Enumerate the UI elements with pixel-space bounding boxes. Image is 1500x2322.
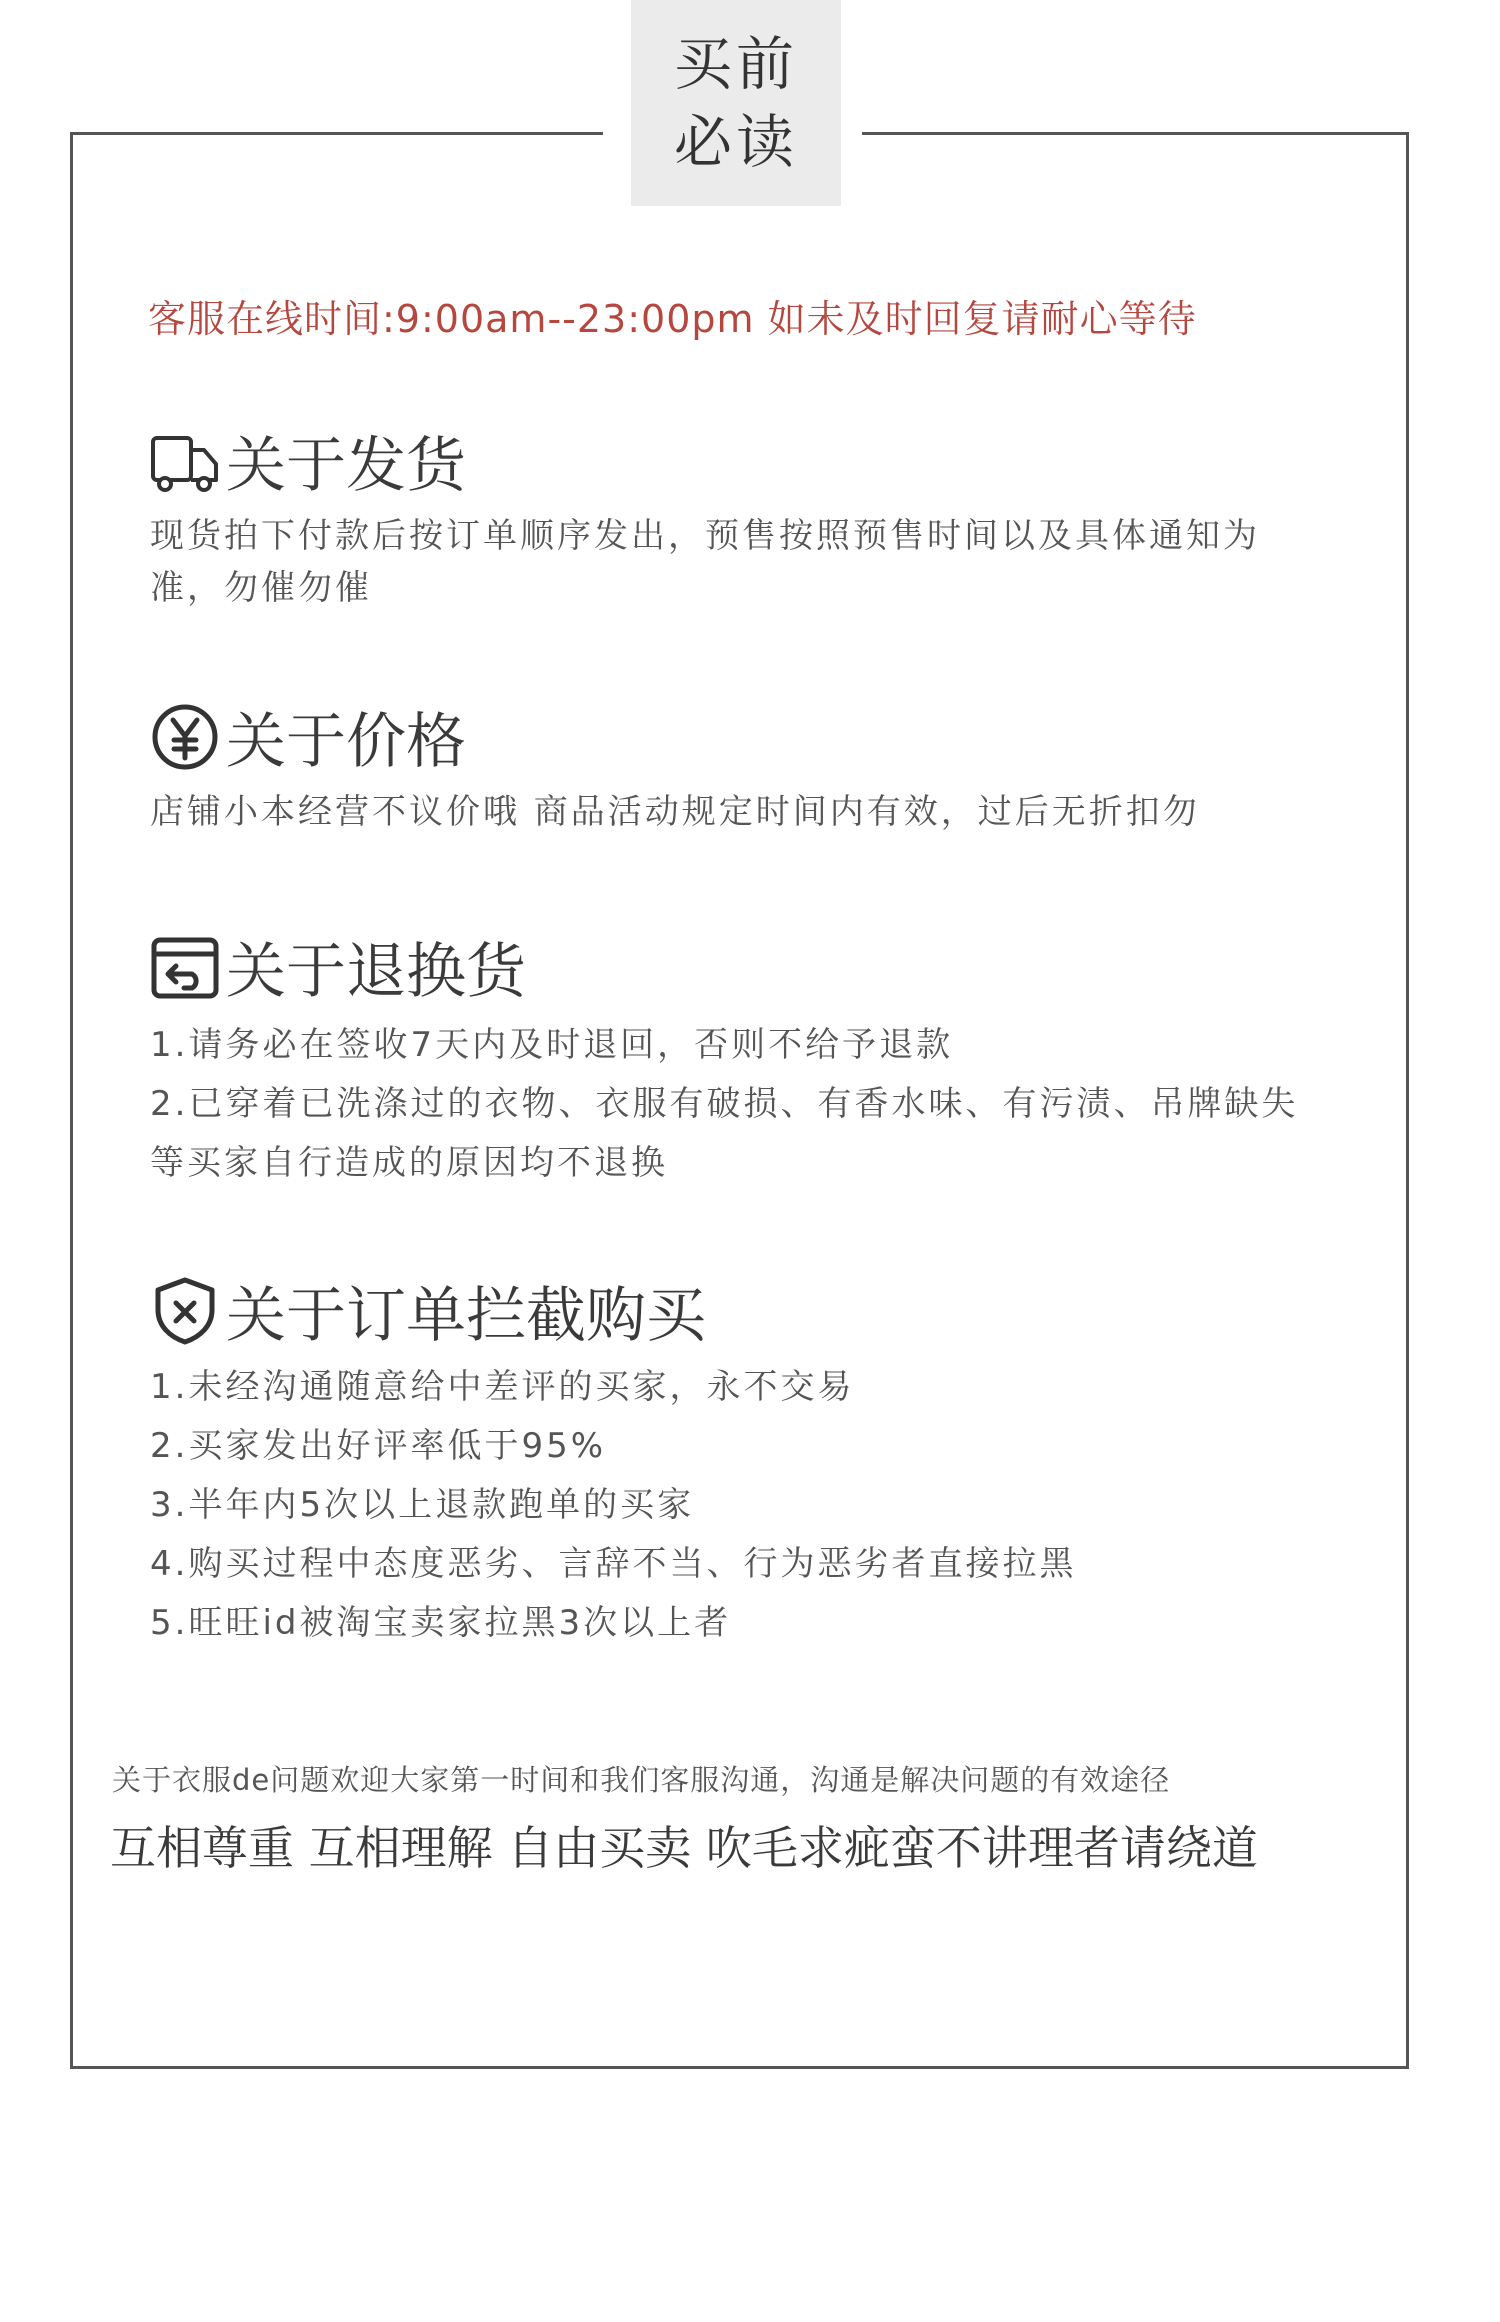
section-heading-order-blocking bbox=[148, 1268, 706, 1354]
section-heading-label: 关于发货 bbox=[226, 431, 466, 501]
section-heading-label: 关于退换货 bbox=[226, 937, 526, 1007]
title-line-2: 必读 bbox=[673, 108, 798, 176]
section-heading-label: 关于价格 bbox=[226, 707, 466, 777]
footer-note: 关于衣服de问题欢迎大家第一时间和我们客服沟通，沟通是解决问题的有效途径 bbox=[112, 1763, 1171, 1797]
section-body-order-blocking bbox=[150, 1358, 1330, 1653]
section-line: 店铺小本经营不议价哦 商品活动规定时间内有效，过后无折扣勿 bbox=[150, 792, 1200, 832]
title-line-1: 买前 bbox=[673, 30, 798, 98]
section-body-shipping bbox=[150, 510, 1330, 614]
shield-x-icon bbox=[148, 1274, 222, 1348]
section-body-price bbox=[150, 786, 1330, 838]
section-line: 1.请务必在签收7天内及时退回，否则不给予退款 bbox=[150, 1025, 954, 1065]
section-line: 1.未经沟通随意给中差评的买家，永不交易 bbox=[150, 1367, 855, 1407]
frame-bottom-line bbox=[70, 2066, 1409, 2069]
page-title bbox=[631, 0, 841, 206]
footer-slogan: 互相尊重 互相理解 自由买卖 吹毛求疵蛮不讲理者请绕道 bbox=[110, 1821, 1258, 1875]
section-body-returns bbox=[150, 1016, 1330, 1193]
frame-left-line bbox=[70, 132, 73, 2069]
section-heading-returns bbox=[148, 924, 526, 1010]
return-box-icon bbox=[148, 930, 222, 1004]
yen-coin-icon bbox=[148, 700, 222, 774]
section-heading-shipping bbox=[148, 418, 466, 504]
section-line: 2.已穿着已洗涤过的衣物、衣服有破损、有香水味、有污渍、吊牌缺失等买家自行造成的原因均不退换 bbox=[150, 1084, 1299, 1183]
section-line: 4.购买过程中态度恶劣、言辞不当、行为恶劣者直接拉黑 bbox=[150, 1544, 1077, 1584]
section-heading-price bbox=[148, 694, 466, 780]
service-hours-notice: 客服在线时间:9:00am--23:00pm 如未及时回复请耐心等待 bbox=[148, 297, 1197, 341]
section-heading-label: 关于订单拦截购买 bbox=[226, 1281, 706, 1351]
frame-top-left-line bbox=[73, 132, 603, 135]
truck-icon bbox=[148, 424, 222, 498]
section-line: 2.买家发出好评率低于95% bbox=[150, 1426, 607, 1466]
section-line: 3.半年内5次以上退款跑单的买家 bbox=[150, 1485, 695, 1525]
frame-top-right-line bbox=[862, 132, 1409, 135]
section-line: 现货拍下付款后按订单顺序发出，预售按照预售时间以及具体通知为准，勿催勿催 bbox=[150, 516, 1260, 608]
section-line: 5.旺旺id被淘宝卖家拉黑3次以上者 bbox=[150, 1603, 732, 1643]
